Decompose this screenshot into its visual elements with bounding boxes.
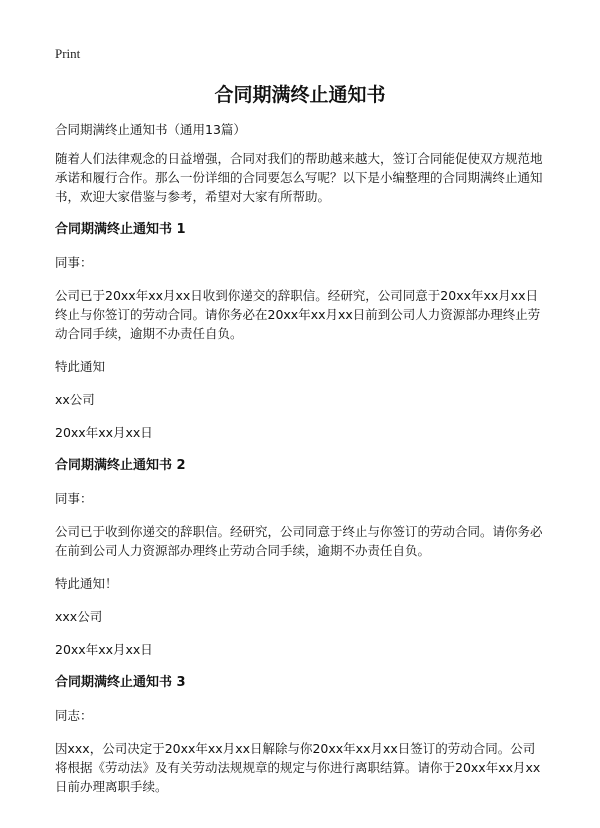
- section-heading: 合同期满终止通知书 2: [55, 458, 186, 473]
- section-heading: 合同期满终止通知书 3: [55, 675, 186, 690]
- section-heading: 合同期满终止通知书 1: [55, 222, 186, 237]
- date-line: 20xx年xx月xx日: [55, 642, 153, 657]
- print-link[interactable]: Print: [55, 46, 81, 61]
- document-title: 合同期满终止通知书: [214, 84, 386, 106]
- intro-paragraph: 随着人们法律观念的日益增强，合同对我们的帮助越来越大，签订合同能促使双方规范地承诺和履行合作。那么一份详细的合同要怎么写呢？以下是小编整理的合同期满终止通知书，欢迎大家借鉴与参考，希望对大家有所帮助。: [55, 151, 543, 204]
- company-signature: xx公司: [55, 392, 95, 407]
- company-signature: xxx公司: [55, 609, 103, 624]
- salutation: 同志：: [55, 708, 93, 723]
- closing-line: 特此通知: [55, 359, 106, 374]
- body-paragraph: 因xxx，公司决定于20xx年xx月xx日解除与你20xx年xx月xx日签订的劳动合同。公司将根据《劳动法》及有关劳动法规规章的规定与你进行离职结算。请你于20xx年xx月xx日前办理离职手续。: [55, 741, 541, 794]
- salutation: 同事：: [55, 491, 93, 506]
- salutation: 同事：: [55, 255, 93, 270]
- date-line: 20xx年xx月xx日: [55, 425, 153, 440]
- document-body: [55, 120, 545, 810]
- body-paragraph: 公司已于20xx年xx月xx日收到你递交的辞职信。经研究，公司同意于20xx年xx月xx日终止与你签订的劳动合同。请你务必在20xx年xx月xx日前到公司人力资源部办理终止劳动合同手续，逾期不办责任自负。: [55, 288, 541, 341]
- body-paragraph: 公司已于收到你递交的辞职信。经研究，公司同意于终止与你签订的劳动合同。请你务必在前到公司人力资源部办理终止劳动合同手续，逾期不办责任自负。: [55, 524, 543, 558]
- closing-line: 特此通知！: [55, 576, 118, 591]
- document-subtitle: 合同期满终止通知书（通用13篇）: [55, 122, 246, 137]
